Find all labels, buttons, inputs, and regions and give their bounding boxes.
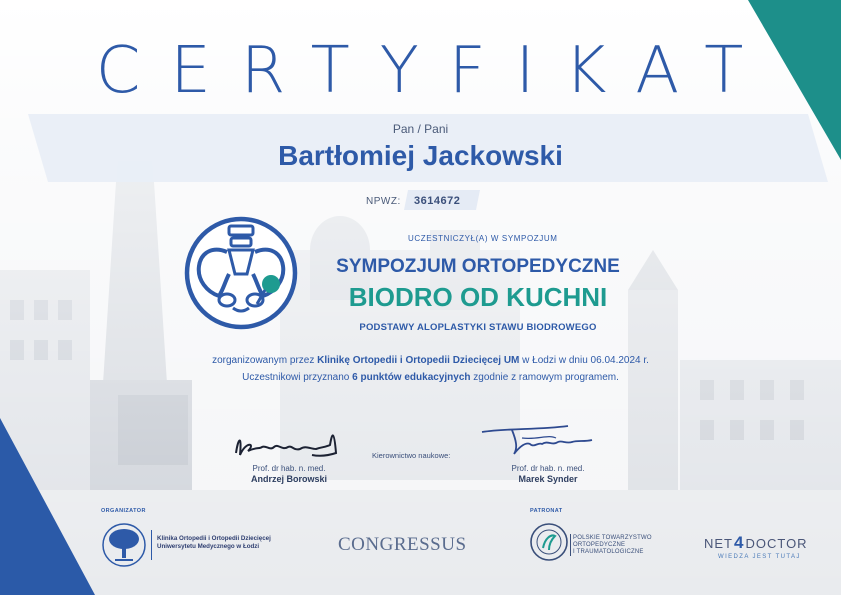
signatory-right-name: Marek Synder [518,474,578,484]
pto-seal-icon [529,522,569,562]
npwz-value: 3614672 [414,195,461,207]
patronage-label: PATRONAT [530,508,563,514]
net4doctor-doctor: DOCTOR [745,536,808,551]
symposium-topic: PODSTAWY ALOPLASTYKI STAWU BIODROWEGO [359,322,597,333]
organizer-divider [151,530,152,560]
pto-name [573,535,652,556]
organizer-statement [0,355,841,366]
signatory-right-degree: Prof. dr hab. n. med. [511,464,585,473]
signatory-left-degree: Prof. dr hab. n. med. [252,464,326,473]
npwz-label: NPWZ: [366,196,401,207]
signatory-left-name: Andrzej Borowski [250,474,327,484]
tree-logo-icon [101,522,147,568]
participated-label: UCZESTNICZYŁ(A) W SYMPOZJUM [408,234,558,243]
organizer-label: ORGANIZATOR [101,508,146,514]
net4doctor-four: 4 [734,533,745,552]
signatory-left [209,463,369,485]
organizer-statement-post: w Łodzi w dniu 06.04.2024 r. [519,355,649,366]
organizer-statement-bold: Klinikę Ortopedii i Ortopedii Dziecięcej UM [317,355,520,366]
congressus-logo: CONGRESSUS [338,534,467,555]
certificate-title: CERTYFIKAT [95,34,774,108]
organizer-statement-pre: zorganizowanym przez [212,355,318,366]
salutation: Pan / Pani [392,122,449,136]
pto-name-line3: I TRAUMATOLOGICZNE [573,549,644,555]
participant-name: Bartłomiej Jackowski [278,140,563,171]
organizer-name [157,535,271,551]
signature-right [478,420,608,458]
scientific-lead-label: Kierownictwo naukowe: [372,451,451,460]
net4doctor-net: NET [704,536,733,551]
pto-divider [570,534,571,556]
symposium-title: SYMPOZJUM ORTOPEDYCZNE [336,256,620,277]
organizer-name-line1: Klinika Ortopedii i Ortopedii Dziecięcej [157,535,271,542]
points-statement-pre: Uczestnikowi przyznano [242,372,353,383]
symposium-subtitle: BIODRO OD KUCHNI [348,282,608,312]
points-statement [0,372,841,383]
points-statement-post: zgodnie z ramowym programem. [470,372,619,383]
organizer-name-line2: Uniwersytetu Medycznego w Łodzi [157,543,260,550]
pelvis-logo-icon [183,212,299,334]
signatory-right [468,463,628,485]
net4doctor-tagline: WIEDZA JEST TUTAJ [718,554,801,560]
pto-name-line2: ORTOPEDYCZNE [573,542,626,548]
pto-name-line1: POLSKIE TOWARZYSTWO [573,535,652,541]
signature-left [226,425,356,465]
points-statement-bold: 6 punktów edukacyjnych [352,372,471,383]
net4doctor-logo [704,533,808,553]
